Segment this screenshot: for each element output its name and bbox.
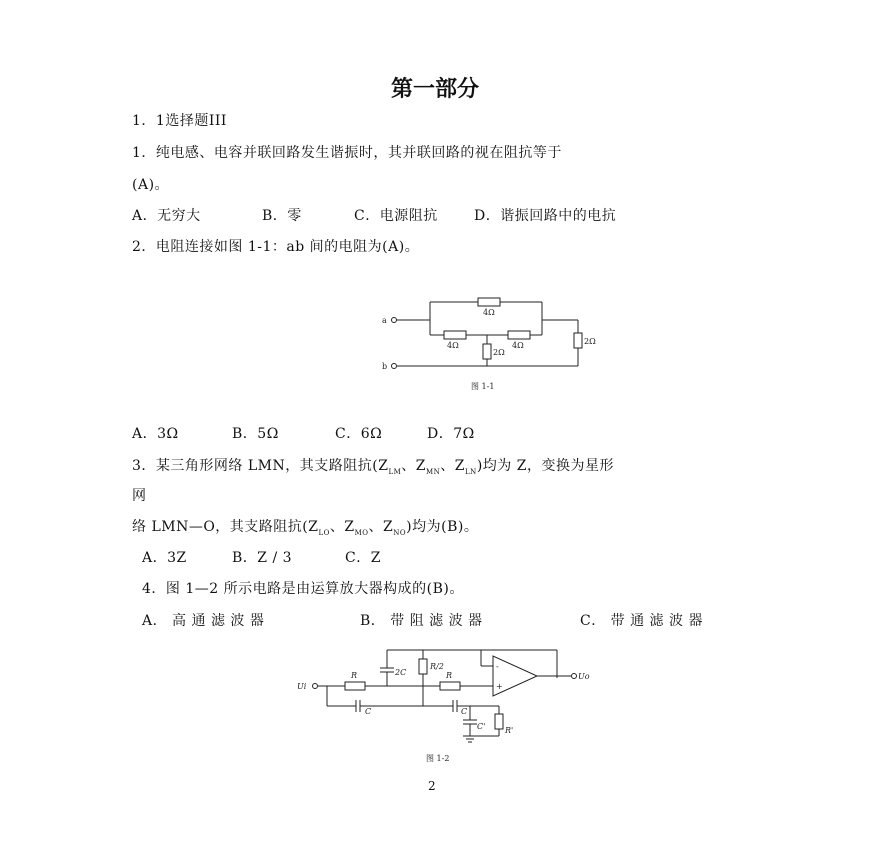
label-r-down: 2Ω [493,348,505,357]
q1-option-d: D．谐振回路中的电抗 [474,208,617,224]
label-r1: R [351,671,358,680]
label-c-prime: C' [477,722,486,731]
resistor-r1 [345,682,365,690]
q2-text: 2．电阻连接如图 1-1：ab 间的电阻为(A)。 [132,239,420,255]
resistor-r-prime [495,714,503,729]
q3-options [142,547,442,567]
label-node-a: a [382,316,387,325]
q1-text-line1: 1．纯电感、电容并联回路发生谐振时，其并联回路的视在阻抗等于 [132,145,562,161]
q2-options [132,423,532,443]
label-r-prime: R' [505,726,514,735]
q3-text-line1: 3．某三角形网络 LMN，其支路阻抗($Z_{LM}$、$Z_{MN}$、$Z_{LN}$)均为 Z，变换为星形 [132,458,614,476]
label-r-right: 2Ω [584,337,596,346]
resistor-mid [508,331,530,339]
node-b-terminal [392,364,397,369]
page-title: 第一部分 [390,77,479,102]
label-plus: + [496,682,503,691]
figure-1-2 [285,640,595,770]
figure-1-1 [370,280,600,400]
resistor-top [478,298,500,306]
resistor-r2 [440,682,460,690]
page-number: 2 [428,779,436,793]
label-c1: C [365,707,372,716]
label-node-b: b [382,362,388,371]
q3-option-b: B．Z / 3 [232,550,293,566]
q1-option-c: C．电源阻抗 [354,208,438,224]
q3-option-a: A．3Z [142,550,187,566]
label-r-half: R/2 [430,662,444,671]
resistor-down [483,344,491,359]
figure-1-1-caption: 图 1-1 [471,382,495,391]
q1-option-a: A．无穷大 [132,208,201,224]
q2-option-b: B．5Ω [232,426,279,442]
q4-options [142,610,762,630]
section-heading: 1．1选择题III [132,113,227,129]
q4-option-c: C． 带 通 滤 波 器 [580,613,703,629]
input-terminal [313,684,318,689]
node-a-terminal [392,318,397,323]
resistor-r-half [419,659,427,674]
q4-option-b: B． 带 阻 滤 波 器 [360,613,483,629]
q4-option-a: A． 高 通 滤 波 器 [142,613,265,629]
q2-option-d: D．7Ω [427,426,475,442]
q1-text-line2: (A)。 [132,177,170,193]
resistor-right [574,333,582,348]
q3-option-c: C．Z [345,550,381,566]
q2-option-a: A．3Ω [132,426,179,442]
label-c2: C [461,707,468,716]
label-minus: - [496,662,499,671]
q1-options [132,205,752,225]
q2-option-c: C．6Ω [335,426,383,442]
label-r-left: 4Ω [447,341,459,350]
q1-option-b: B．零 [262,208,302,224]
output-terminal [572,674,577,679]
resistor-left [444,331,466,339]
label-ui: Ui [297,682,307,691]
q4-text: 4．图 1—2 所示电路是由运算放大器构成的(B)。 [142,581,464,597]
figure-1-2-caption: 图 1-2 [426,754,450,763]
label-uo: Uo [578,672,590,681]
q3-text-line3: 络 LMN—O，其支路阻抗($Z_{LO}$、$Z_{MO}$、$Z_{NO}$)均为(B)。 [132,519,479,537]
label-r-top: 4Ω [483,308,495,317]
label-r-mid: 4Ω [512,341,524,350]
label-r2: R [446,671,453,680]
q3-text-line2: 网 [132,488,147,504]
label-2c: 2C [395,668,407,677]
